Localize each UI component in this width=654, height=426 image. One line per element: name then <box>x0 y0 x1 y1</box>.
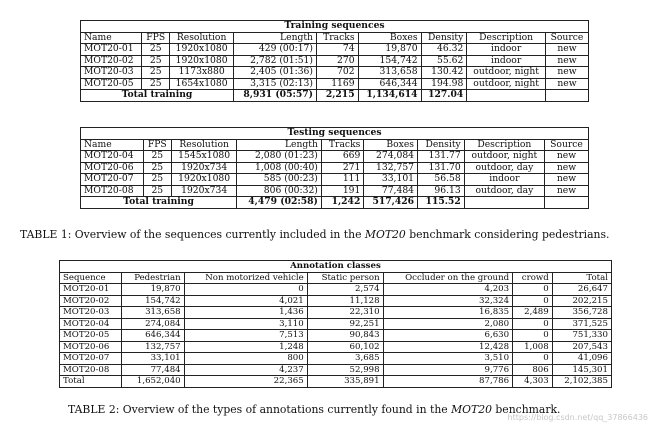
cell: 202,215 <box>552 295 611 307</box>
cell: new <box>545 67 588 79</box>
cell: 1654x1080 <box>170 78 234 90</box>
total-row <box>81 90 589 102</box>
cell: 0 <box>513 330 553 342</box>
annotation-header-row <box>60 272 612 284</box>
header-tracks: Tracks <box>316 32 358 44</box>
header-fps: FPS <box>142 32 170 44</box>
cell: 154,742 <box>122 295 184 307</box>
table-row <box>81 151 589 163</box>
table-row <box>60 364 612 376</box>
table-row <box>60 341 612 353</box>
header-static-person: Static person <box>307 272 383 284</box>
total-boxes: 517,426 <box>364 197 418 209</box>
table-row <box>60 307 612 319</box>
cell: 207,543 <box>552 341 611 353</box>
cell: indoor <box>467 55 546 67</box>
cell: 132,757 <box>364 162 418 174</box>
cell: 25 <box>143 174 172 186</box>
total-label: Total training <box>81 197 237 209</box>
cell: 25 <box>143 185 172 197</box>
cell: MOT20-03 <box>81 67 142 79</box>
cell: 371,525 <box>552 318 611 330</box>
cell: MOT20-01 <box>60 284 122 296</box>
total-row <box>81 197 589 209</box>
cell: 2,574 <box>307 284 383 296</box>
cell: 1545x1080 <box>172 151 237 163</box>
empty-cell <box>545 197 589 209</box>
cell: 11,128 <box>307 295 383 307</box>
header-name: Name <box>81 139 144 151</box>
cell: 25 <box>143 162 172 174</box>
cell: 60,102 <box>307 341 383 353</box>
annotation-table <box>59 260 612 388</box>
training-table <box>80 20 589 102</box>
cell: MOT20-08 <box>81 185 144 197</box>
total-tracks: 1,242 <box>321 197 363 209</box>
cell: new <box>545 44 588 56</box>
annotation-table-title: Annotation classes <box>60 261 612 273</box>
header-pedestrian: Pedestrian <box>122 272 184 284</box>
cell: 0 <box>184 284 307 296</box>
cell: 271 <box>321 162 363 174</box>
cell: MOT20-08 <box>60 364 122 376</box>
header-fps: FPS <box>143 139 172 151</box>
cell: 3,510 <box>383 353 513 365</box>
table1-caption <box>20 228 609 241</box>
cell: MOT20-04 <box>60 318 122 330</box>
table-row <box>81 67 589 79</box>
header-sequence: Sequence <box>60 272 122 284</box>
header-density: Density <box>418 139 465 151</box>
cell: indoor <box>467 44 546 56</box>
cell: new <box>545 78 588 90</box>
cell: 356,728 <box>552 307 611 319</box>
table-row <box>60 295 612 307</box>
cell: 669 <box>321 151 363 163</box>
cell: 25 <box>142 67 170 79</box>
empty-cell <box>467 90 546 102</box>
header-boxes: Boxes <box>364 139 418 151</box>
cell: 2,405 (01:36) <box>234 67 317 79</box>
testing-header-row <box>81 139 589 151</box>
caption1-suffix: benchmark considering pedestrians. <box>405 228 610 241</box>
table-row <box>81 174 589 186</box>
cell: MOT20-07 <box>81 174 144 186</box>
cell: MOT20-02 <box>81 55 142 67</box>
cell: 702 <box>316 67 358 79</box>
header-length: Length <box>237 139 322 151</box>
cell: 96.13 <box>418 185 465 197</box>
cell: new <box>545 162 589 174</box>
table-row <box>81 162 589 174</box>
cell: 33,101 <box>122 353 184 365</box>
table-row <box>60 353 612 365</box>
header-description: Description <box>467 32 546 44</box>
table2-caption <box>68 403 560 416</box>
cell: 26,647 <box>552 284 611 296</box>
cell: 806 (00:32) <box>237 185 322 197</box>
cell: 751,330 <box>552 330 611 342</box>
cell: outdoor, day <box>464 162 544 174</box>
cell: MOT20-05 <box>60 330 122 342</box>
cell: 92,251 <box>307 318 383 330</box>
cell: 131.70 <box>418 162 465 174</box>
total-label: Total training <box>81 90 234 102</box>
total-tracks: 2,215 <box>316 90 358 102</box>
cell: MOT20-03 <box>60 307 122 319</box>
cell: 1,248 <box>184 341 307 353</box>
header-density: Density <box>421 32 467 44</box>
cell: 25 <box>142 78 170 90</box>
cell: 274,084 <box>364 151 418 163</box>
cell: 191 <box>321 185 363 197</box>
cell: 1920x1080 <box>170 55 234 67</box>
testing-table <box>80 127 589 209</box>
cell: 1173x880 <box>170 67 234 79</box>
caption2-em: MOT20 <box>451 403 492 416</box>
cell: 132,757 <box>122 341 184 353</box>
cell: 77,484 <box>122 364 184 376</box>
cell: 111 <box>321 174 363 186</box>
cell: 0 <box>513 295 553 307</box>
cell: 33,101 <box>364 174 418 186</box>
header-occluder: Occluder on the ground <box>383 272 513 284</box>
cell: 646,344 <box>122 330 184 342</box>
table-row <box>81 78 589 90</box>
total-density: 115.52 <box>418 197 465 209</box>
cell: 55.62 <box>421 55 467 67</box>
cell: 4,303 <box>513 376 553 388</box>
training-table-title: Training sequences <box>81 21 589 33</box>
testing-table-title: Testing sequences <box>81 128 589 140</box>
cell: 0 <box>513 353 553 365</box>
header-resolution: Resolution <box>172 139 237 151</box>
cell: 16,835 <box>383 307 513 319</box>
cell: 52,998 <box>307 364 383 376</box>
training-header-row <box>81 32 589 44</box>
total-length: 8,931 (05:57) <box>234 90 317 102</box>
header-non-motorized: Non motorized vehicle <box>184 272 307 284</box>
cell: 3,685 <box>307 353 383 365</box>
cell: 800 <box>184 353 307 365</box>
header-description: Description <box>464 139 544 151</box>
cell: 145,301 <box>552 364 611 376</box>
cell: 4,021 <box>184 295 307 307</box>
caption2-suffix: benchmark. <box>491 403 561 416</box>
cell: 2,102,385 <box>552 376 611 388</box>
cell: 2,489 <box>513 307 553 319</box>
header-tracks: Tracks <box>321 139 363 151</box>
cell: 194.98 <box>421 78 467 90</box>
cell: 3,315 (02:13) <box>234 78 317 90</box>
cell: 9,776 <box>383 364 513 376</box>
table-row <box>81 55 589 67</box>
cell: 56.58 <box>418 174 465 186</box>
cell: 2,080 (01:23) <box>237 151 322 163</box>
cell: new <box>545 174 589 186</box>
total-density: 127.04 <box>421 90 467 102</box>
cell: 25 <box>142 55 170 67</box>
table-row <box>81 185 589 197</box>
cell: 4,203 <box>383 284 513 296</box>
cell: 22,310 <box>307 307 383 319</box>
cell: 25 <box>142 44 170 56</box>
cell: 6,630 <box>383 330 513 342</box>
caption2-prefix: TABLE 2: Overview of the types of annotations currently found in the <box>68 403 452 416</box>
cell: MOT20-04 <box>81 151 144 163</box>
cell: 1,008 (00:40) <box>237 162 322 174</box>
cell: outdoor, day <box>464 185 544 197</box>
cell: 270 <box>316 55 358 67</box>
caption1-prefix: TABLE 1: Overview of the sequences currently included in the <box>20 228 365 241</box>
table-row <box>60 318 612 330</box>
header-length: Length <box>234 32 317 44</box>
header-name: Name <box>81 32 142 44</box>
table-row <box>81 44 589 56</box>
cell: 335,891 <box>307 376 383 388</box>
cell: outdoor, night <box>464 151 544 163</box>
cell: 77,484 <box>364 185 418 197</box>
cell: 1,652,040 <box>122 376 184 388</box>
total-length: 4,479 (02:58) <box>237 197 322 209</box>
cell: 74 <box>316 44 358 56</box>
cell: 2,080 <box>383 318 513 330</box>
header-boxes: Boxes <box>358 32 421 44</box>
cell: MOT20-05 <box>81 78 142 90</box>
cell: 1920x1080 <box>172 174 237 186</box>
cell: outdoor, night <box>467 67 546 79</box>
cell: 1169 <box>316 78 358 90</box>
empty-cell <box>464 197 544 209</box>
cell: 90,843 <box>307 330 383 342</box>
cell: MOT20-01 <box>81 44 142 56</box>
cell: MOT20-07 <box>60 353 122 365</box>
header-crowd: crowd <box>513 272 553 284</box>
cell: 19,870 <box>122 284 184 296</box>
cell: 646,344 <box>358 78 421 90</box>
cell: indoor <box>464 174 544 186</box>
cell: 1920x1080 <box>170 44 234 56</box>
total-boxes: 1,134,614 <box>358 90 421 102</box>
cell: 87,786 <box>383 376 513 388</box>
table-row <box>60 330 612 342</box>
header-total: Total <box>552 272 611 284</box>
cell: 41,096 <box>552 353 611 365</box>
caption1-em: MOT20 <box>364 228 406 241</box>
header-source: Source <box>545 139 589 151</box>
table-row <box>60 284 612 296</box>
cell: 585 (00:23) <box>237 174 322 186</box>
cell: new <box>545 185 589 197</box>
cell: 1,008 <box>513 341 553 353</box>
cell: outdoor, night <box>467 78 546 90</box>
cell: MOT20-02 <box>60 295 122 307</box>
cell: MOT20-06 <box>81 162 144 174</box>
watermark: https://blog.csdn.net/qq_37866436 <box>507 413 648 422</box>
cell: 429 (00:17) <box>234 44 317 56</box>
empty-cell <box>545 90 588 102</box>
cell: 274,084 <box>122 318 184 330</box>
cell: 22,365 <box>184 376 307 388</box>
cell: 3,110 <box>184 318 307 330</box>
cell: 1,436 <box>184 307 307 319</box>
header-source: Source <box>545 32 588 44</box>
header-resolution: Resolution <box>170 32 234 44</box>
cell: 7,513 <box>184 330 307 342</box>
total-row <box>60 376 612 388</box>
cell: 0 <box>513 284 553 296</box>
cell: 12,428 <box>383 341 513 353</box>
cell: 131.77 <box>418 151 465 163</box>
cell: 313,658 <box>122 307 184 319</box>
cell: 154,742 <box>358 55 421 67</box>
cell: 19,870 <box>358 44 421 56</box>
cell: 1920x734 <box>172 162 237 174</box>
cell: 25 <box>143 151 172 163</box>
cell: 2,782 (01:51) <box>234 55 317 67</box>
cell: MOT20-06 <box>60 341 122 353</box>
cell: 4,237 <box>184 364 307 376</box>
cell: 46.32 <box>421 44 467 56</box>
cell: 1920x734 <box>172 185 237 197</box>
cell: Total <box>60 376 122 388</box>
cell: new <box>545 55 588 67</box>
cell: 32,324 <box>383 295 513 307</box>
cell: 313,658 <box>358 67 421 79</box>
cell: 806 <box>513 364 553 376</box>
cell: 0 <box>513 318 553 330</box>
cell: new <box>545 151 589 163</box>
cell: 130.42 <box>421 67 467 79</box>
